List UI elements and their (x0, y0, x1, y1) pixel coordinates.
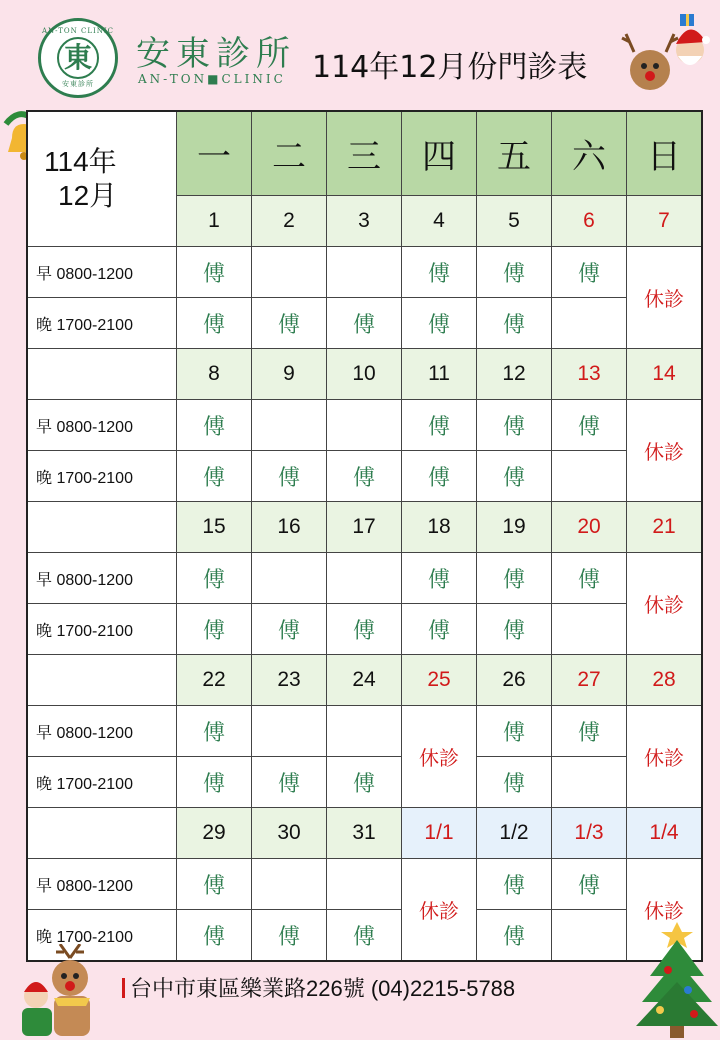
page-title: 114年12月份門診表 (312, 50, 588, 85)
date-cell: 28 (627, 655, 703, 706)
doctor-mark-cell: 傅 (552, 706, 627, 757)
empty-cell (552, 604, 627, 655)
date-cell: 3 (327, 196, 402, 247)
date-cell: 2 (252, 196, 327, 247)
date-row (27, 808, 702, 859)
sunday-closed-cell: 休診 (627, 553, 703, 655)
doctor-mark-cell: 傅 (177, 706, 252, 757)
date-row-label (27, 808, 177, 859)
doctor-mark-cell: 傅 (477, 910, 552, 962)
date-cell: 16 (252, 502, 327, 553)
empty-cell (252, 553, 327, 604)
doctor-mark-cell: 傅 (477, 859, 552, 910)
evening-row (27, 451, 702, 502)
date-cell: 30 (252, 808, 327, 859)
evening-row (27, 298, 702, 349)
doctor-mark-cell: 傅 (327, 451, 402, 502)
date-cell: 24 (327, 655, 402, 706)
sunday-closed-cell: 休診 (627, 247, 703, 349)
morning-slot-label: 早 0800-1200 (27, 400, 177, 451)
morning-slot-label: 早 0800-1200 (27, 553, 177, 604)
date-cell: 15 (177, 502, 252, 553)
doctor-mark-cell: 傅 (252, 451, 327, 502)
year-label: 114年 (44, 146, 117, 177)
doctor-mark-cell: 傅 (477, 247, 552, 298)
schedule-table (26, 110, 703, 962)
doctor-mark-cell: 傅 (327, 298, 402, 349)
empty-cell (327, 706, 402, 757)
date-cell: 1/3 (552, 808, 627, 859)
address-phone: 台中市東區樂業路226號 (04)2215-5788 (130, 976, 516, 1001)
doctor-mark-cell: 傅 (402, 400, 477, 451)
evening-slot-label: 晚 1700-2100 (27, 604, 177, 655)
date-cell: 22 (177, 655, 252, 706)
weekday-header-row (27, 111, 702, 196)
morning-row (27, 400, 702, 451)
doctor-mark-cell: 傅 (327, 604, 402, 655)
doctor-mark-cell: 傅 (327, 757, 402, 808)
weekday-sun: 日 (627, 111, 703, 196)
date-cell: 6 (552, 196, 627, 247)
doctor-mark-cell: 傅 (177, 298, 252, 349)
doctor-mark-cell: 傅 (477, 604, 552, 655)
sunday-closed-cell: 休診 (627, 706, 703, 808)
date-cell: 23 (252, 655, 327, 706)
doctor-mark-cell: 傅 (552, 247, 627, 298)
logo-ring-bottom-text: 安東診所 (62, 80, 94, 88)
empty-cell (552, 757, 627, 808)
doctor-mark-cell: 傅 (402, 298, 477, 349)
date-cell: 4 (402, 196, 477, 247)
empty-cell (327, 247, 402, 298)
clinic-english-name: AN-TON■CLINIC (138, 72, 286, 86)
weekday-tue: 二 (252, 111, 327, 196)
doctor-mark-cell: 傅 (252, 757, 327, 808)
date-cell: 27 (552, 655, 627, 706)
doctor-mark-cell: 傅 (177, 451, 252, 502)
logo-glyph: 東 (57, 37, 99, 79)
doctor-mark-cell: 傅 (177, 400, 252, 451)
doctor-mark-cell: 傅 (477, 553, 552, 604)
date-cell: 8 (177, 349, 252, 400)
doctor-mark-cell: 傅 (552, 859, 627, 910)
empty-cell (327, 553, 402, 604)
doctor-mark-cell: 傅 (177, 910, 252, 962)
doctor-mark-cell: 傅 (477, 451, 552, 502)
date-cell: 1/2 (477, 808, 552, 859)
doctor-mark-cell: 傅 (252, 910, 327, 962)
weekday-sat: 六 (552, 111, 627, 196)
doctor-mark-cell: 傅 (402, 553, 477, 604)
clinic-logo (38, 18, 118, 98)
closed-cell: 休診 (402, 859, 477, 962)
date-cell: 29 (177, 808, 252, 859)
empty-cell (252, 859, 327, 910)
date-cell: 20 (552, 502, 627, 553)
weekday-wed: 三 (327, 111, 402, 196)
doctor-mark-cell: 傅 (552, 400, 627, 451)
doctor-mark-cell: 傅 (402, 451, 477, 502)
empty-cell (252, 706, 327, 757)
morning-slot-label: 早 0800-1200 (27, 859, 177, 910)
doctor-mark-cell: 傅 (177, 247, 252, 298)
doctor-mark-cell: 傅 (402, 247, 477, 298)
doctor-mark-cell: 傅 (477, 757, 552, 808)
date-cell: 13 (552, 349, 627, 400)
doctor-mark-cell: 傅 (477, 298, 552, 349)
evening-row (27, 757, 702, 808)
morning-row (27, 553, 702, 604)
doctor-mark-cell: 傅 (477, 400, 552, 451)
evening-row (27, 604, 702, 655)
month-label: 12月 (58, 180, 118, 211)
morning-slot-label: 早 0800-1200 (27, 247, 177, 298)
empty-cell (552, 298, 627, 349)
date-row (27, 655, 702, 706)
date-row-label (27, 655, 177, 706)
closed-cell: 休診 (402, 706, 477, 808)
date-cell: 1 (177, 196, 252, 247)
date-cell: 1/1 (402, 808, 477, 859)
date-cell: 7 (627, 196, 703, 247)
sunday-closed-cell: 休診 (627, 859, 703, 962)
reindeer-child-icon (14, 944, 126, 1036)
empty-cell (252, 247, 327, 298)
evening-slot-label: 晚 1700-2100 (27, 757, 177, 808)
date-cell: 14 (627, 349, 703, 400)
morning-slot-label: 早 0800-1200 (27, 706, 177, 757)
empty-cell (252, 400, 327, 451)
doctor-mark-cell: 傅 (177, 553, 252, 604)
date-cell: 26 (477, 655, 552, 706)
doctor-mark-cell: 傅 (327, 910, 402, 962)
date-row-label (27, 349, 177, 400)
doctor-mark-cell: 傅 (477, 706, 552, 757)
weekday-mon: 一 (177, 111, 252, 196)
morning-row (27, 247, 702, 298)
empty-cell (552, 451, 627, 502)
month-cell (27, 111, 177, 247)
logo-ring-text: AN-TON CLINIC (41, 27, 115, 35)
doctor-mark-cell: 傅 (252, 604, 327, 655)
date-row-label (27, 502, 177, 553)
doctor-mark-cell: 傅 (177, 757, 252, 808)
evening-row (27, 910, 702, 962)
date-cell: 12 (477, 349, 552, 400)
date-cell: 10 (327, 349, 402, 400)
doctor-mark-cell: 傅 (177, 859, 252, 910)
date-cell: 5 (477, 196, 552, 247)
empty-cell (327, 859, 402, 910)
date-cell: 25 (402, 655, 477, 706)
date-cell: 9 (252, 349, 327, 400)
christmas-tree-icon (634, 914, 720, 1040)
date-cell: 19 (477, 502, 552, 553)
empty-cell (327, 400, 402, 451)
evening-slot-label: 晚 1700-2100 (27, 451, 177, 502)
date-cell: 31 (327, 808, 402, 859)
date-cell: 18 (402, 502, 477, 553)
doctor-mark-cell: 傅 (552, 553, 627, 604)
morning-row (27, 706, 702, 757)
date-cell: 21 (627, 502, 703, 553)
doctor-mark-cell: 傅 (177, 604, 252, 655)
date-cell: 17 (327, 502, 402, 553)
weekday-fri: 五 (477, 111, 552, 196)
date-cell: 1/4 (627, 808, 703, 859)
weekday-thu: 四 (402, 111, 477, 196)
date-cell: 11 (402, 349, 477, 400)
evening-slot-label: 晚 1700-2100 (27, 910, 177, 962)
evening-slot-label: 晚 1700-2100 (27, 298, 177, 349)
date-row (27, 349, 702, 400)
doctor-mark-cell: 傅 (252, 298, 327, 349)
clinic-name: 安東診所 (136, 34, 296, 74)
empty-cell (552, 910, 627, 962)
date-row (27, 502, 702, 553)
sunday-closed-cell: 休診 (627, 400, 703, 502)
doctor-mark-cell: 傅 (402, 604, 477, 655)
santa-reindeer-icon (620, 8, 716, 108)
morning-row (27, 859, 702, 910)
